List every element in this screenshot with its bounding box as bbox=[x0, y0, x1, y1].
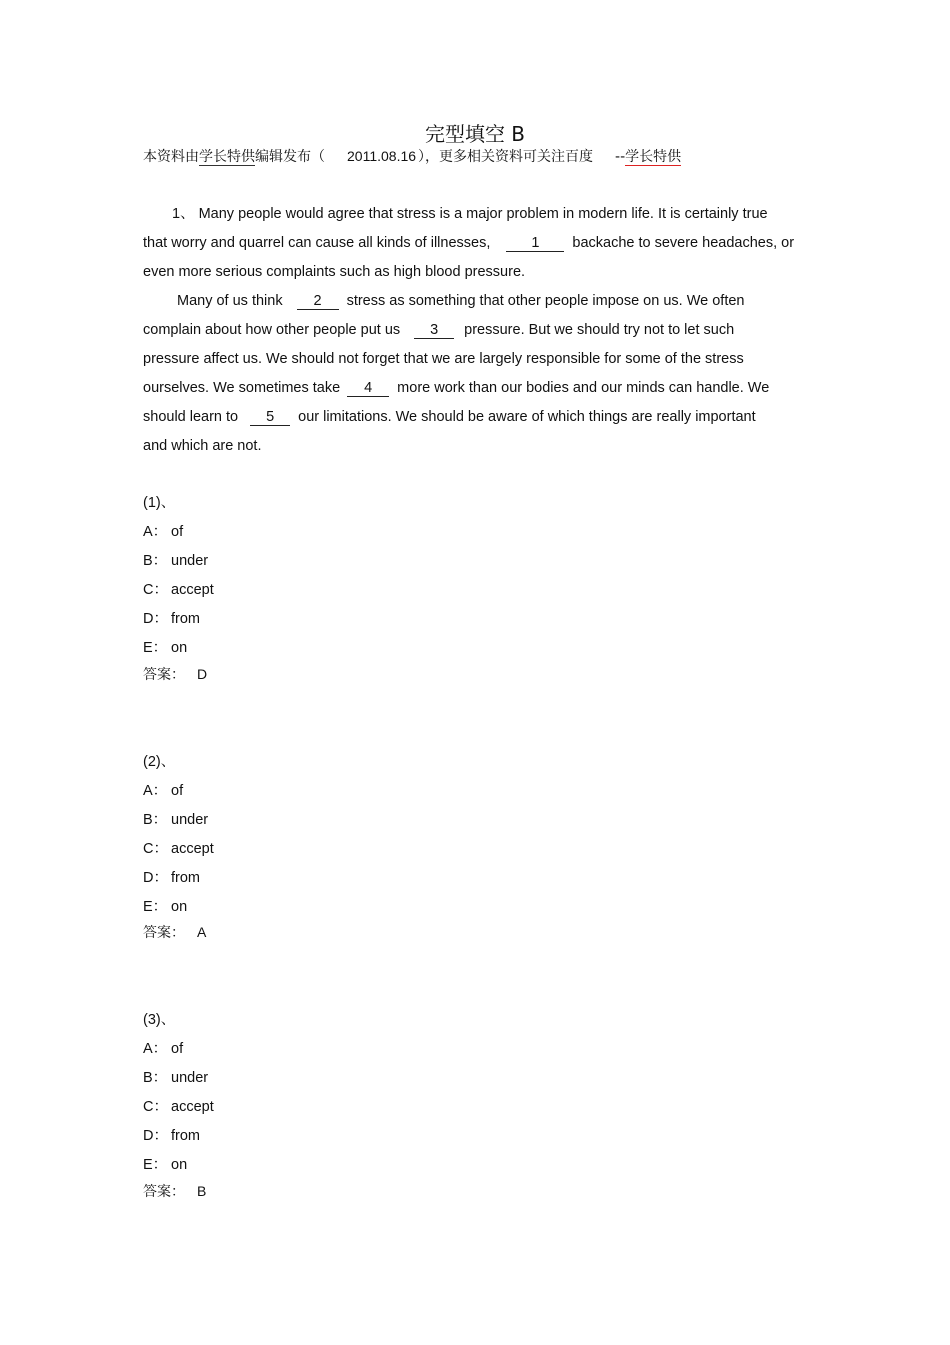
passage-text: more work than our bodies and our minds can handle. We bbox=[397, 380, 770, 396]
passage-line bbox=[143, 263, 525, 281]
option-b[interactable]: B： under bbox=[143, 1070, 209, 1086]
passage-text: even more serious complaints such as high blood pressure. bbox=[143, 264, 526, 280]
question-number: (2)、 bbox=[143, 754, 176, 770]
subtitle-dash: -- bbox=[615, 149, 626, 165]
document-subtitle bbox=[143, 146, 681, 166]
passage-line bbox=[143, 350, 744, 368]
option-d[interactable]: D： from bbox=[143, 1128, 200, 1144]
option-a[interactable]: A： of bbox=[143, 1041, 184, 1057]
passage-line bbox=[143, 379, 769, 397]
question-number: (1)、 bbox=[143, 495, 176, 511]
passage-text: 1、 Many people would agree that stress is a major problem in modern life. It is certainly true bbox=[172, 206, 768, 222]
passage-line bbox=[143, 408, 756, 426]
passage-text: that worry and quarrel can cause all kinds of illnesses, bbox=[143, 235, 491, 251]
passage-text: complain about how other people put us bbox=[143, 322, 401, 338]
option-d[interactable]: D： from bbox=[143, 870, 200, 886]
option-e[interactable]: E： on bbox=[143, 1157, 188, 1173]
passage-line bbox=[143, 437, 262, 455]
document-title: 完型填空 B bbox=[424, 122, 526, 146]
passage-text: backache to severe headaches, or bbox=[572, 235, 795, 251]
passage-line bbox=[143, 321, 734, 339]
passage-text: ourselves. We sometimes take bbox=[143, 380, 341, 396]
option-e[interactable]: E： on bbox=[143, 899, 188, 915]
blank-2: 2 bbox=[297, 294, 339, 310]
blank-5: 5 bbox=[250, 410, 290, 426]
blank-1: 1 bbox=[506, 236, 564, 252]
passage-text: stress as something that other people impose on us. We often bbox=[346, 293, 745, 309]
subtitle-middle: 编辑发布（ bbox=[255, 149, 325, 165]
question-number: (3)、 bbox=[143, 1012, 176, 1028]
subtitle-date: 2011.08.16 bbox=[347, 148, 417, 164]
blank-4: 4 bbox=[347, 381, 389, 397]
option-a[interactable]: A： of bbox=[143, 783, 184, 799]
subtitle-prefix: 本资料由 bbox=[143, 149, 199, 165]
subtitle-source-underlined: 学长特供 bbox=[199, 149, 255, 165]
subtitle-source-link[interactable]: 学长特供 bbox=[625, 149, 682, 165]
answer: 答案： D bbox=[143, 666, 208, 683]
subtitle-after-date: ），更多相关资料可关注百度 bbox=[418, 149, 594, 165]
passage-line bbox=[172, 205, 768, 223]
option-b[interactable]: B： under bbox=[143, 812, 209, 828]
passage-text: should learn to bbox=[143, 409, 239, 425]
answer: 答案： B bbox=[143, 1183, 207, 1200]
option-d[interactable]: D： from bbox=[143, 611, 200, 627]
passage-text: our limitations. We should be aware of which things are really important bbox=[298, 409, 756, 425]
blank-3: 3 bbox=[414, 323, 454, 339]
option-c[interactable]: C： accept bbox=[143, 582, 214, 598]
passage-text: pressure affect us. We should not forget that we are largely responsible for some of the stress bbox=[143, 351, 744, 367]
passage-text: pressure. But we should try not to let such bbox=[464, 322, 735, 338]
passage-line bbox=[143, 234, 794, 252]
option-b[interactable]: B： under bbox=[143, 553, 209, 569]
passage-line bbox=[177, 292, 744, 310]
option-c[interactable]: C： accept bbox=[143, 1099, 214, 1115]
option-a[interactable]: A： of bbox=[143, 524, 184, 540]
option-c[interactable]: C： accept bbox=[143, 841, 214, 857]
passage-text: and which are not. bbox=[143, 438, 262, 454]
option-e[interactable]: E： on bbox=[143, 640, 188, 656]
passage-text: Many of us think bbox=[177, 293, 283, 309]
answer: 答案： A bbox=[143, 924, 207, 941]
